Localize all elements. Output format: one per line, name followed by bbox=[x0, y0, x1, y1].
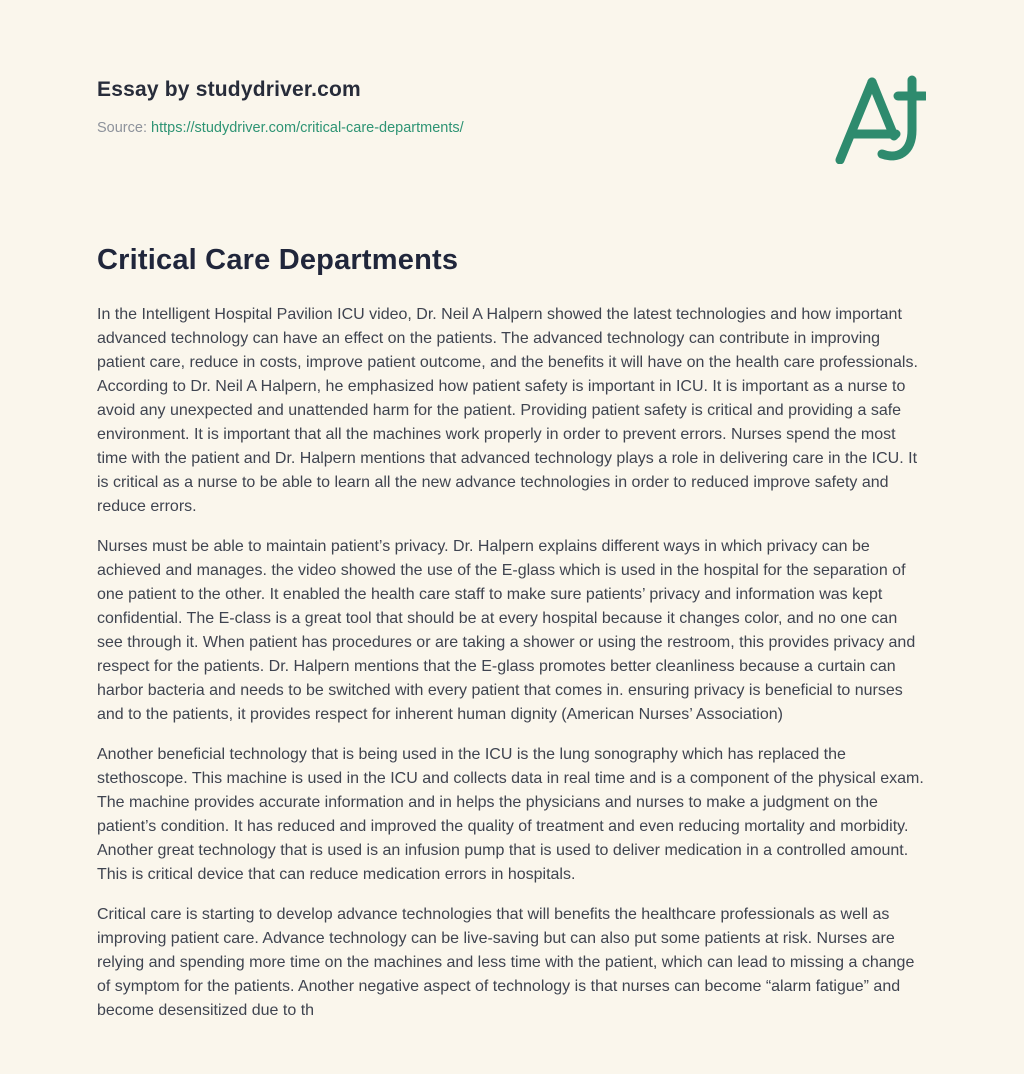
source-label: Source: bbox=[97, 120, 147, 136]
paragraph-4: Critical care is starting to develop advance technologies that will benefits the healthcare professionals as well as improving patient care. Advance technology can be live-saving but can also put some patients at risk. Nurses are relying and spending more time on the machines and less time with the patient, which can lead to missing a change of symptom for the patients. Another negative aspect of technology is that nurses can become “alarm fatigue” and become desensitized due to th bbox=[97, 906, 915, 1019]
studydriver-logo bbox=[830, 72, 926, 164]
essay-byline: Essay by studydriver.com bbox=[97, 78, 361, 101]
article-body bbox=[97, 303, 927, 1023]
paragraph-3: Another beneficial technology that is being used in the ICU is the lung sonography which has replaced the stethoscope. This machine is used in the ICU and collects data in real time and is a component of the physical exam. The machine provides accurate information and in helps the physicians and nurses to make a judgment on the patient’s condition. It has reduced and improved the quality of treatment and even reducing mortality and morbidity. Another great technology that is used is an infusion pump that is used to deliver medication in a controlled amount. This is critical device that can reduce medication errors in hospitals. bbox=[97, 746, 924, 883]
studydriver-logo-icon bbox=[830, 72, 926, 164]
source-url-link[interactable]: https://studydriver.com/critical-care-departments/ bbox=[151, 120, 464, 136]
page-title: Critical Care Departments bbox=[97, 244, 459, 276]
paragraph-2: Nurses must be able to maintain patient’s privacy. Dr. Halpern explains different ways in which privacy can be achieved and manages. the video showed the use of the E-glass which is used in the hospital for the separation of one patient to the other. It enabled the health care staff to make sure patients’ privacy and information was kept confidential. The E-class is a great tool that should be at every hospital because it changes color, and no one can see through it. When patient has procedures or are taking a shower or using the restroom, this provides privacy and respect for the patients. Dr. Halpern mentions that the E-glass promotes better cleanliness because a curtain can harbor bacteria and needs to be switched with every patient that comes in. ensuring privacy is beneficial to nurses and to the patients, it provides respect for inherent human dignity (American Nurses’ Association) bbox=[97, 538, 916, 723]
paragraph-1: In the Intelligent Hospital Pavilion ICU video, Dr. Neil A Halpern showed the latest technologies and how important advanced technology can have an effect on the patients. The advanced technology can contribute in improving patient care, reduce in costs, improve patient outcome, and the benefits it will have on the health care professionals. According to Dr. Neil A Halpern, he emphasized how patient safety is important in ICU. It is important as a nurse to avoid any unexpected and unattended harm for the patient. Providing patient safety is critical and providing a safe environment. It is important that all the machines work properly in order to prevent errors. Nurses spend the most time with the patient and Dr. Halpern mentions that advanced technology plays a role in delivering care in the ICU. It is critical as a nurse to be able to learn all the new advance technologies in order to reduced improve safety and reduce errors. bbox=[97, 306, 918, 515]
source-line bbox=[97, 120, 927, 136]
